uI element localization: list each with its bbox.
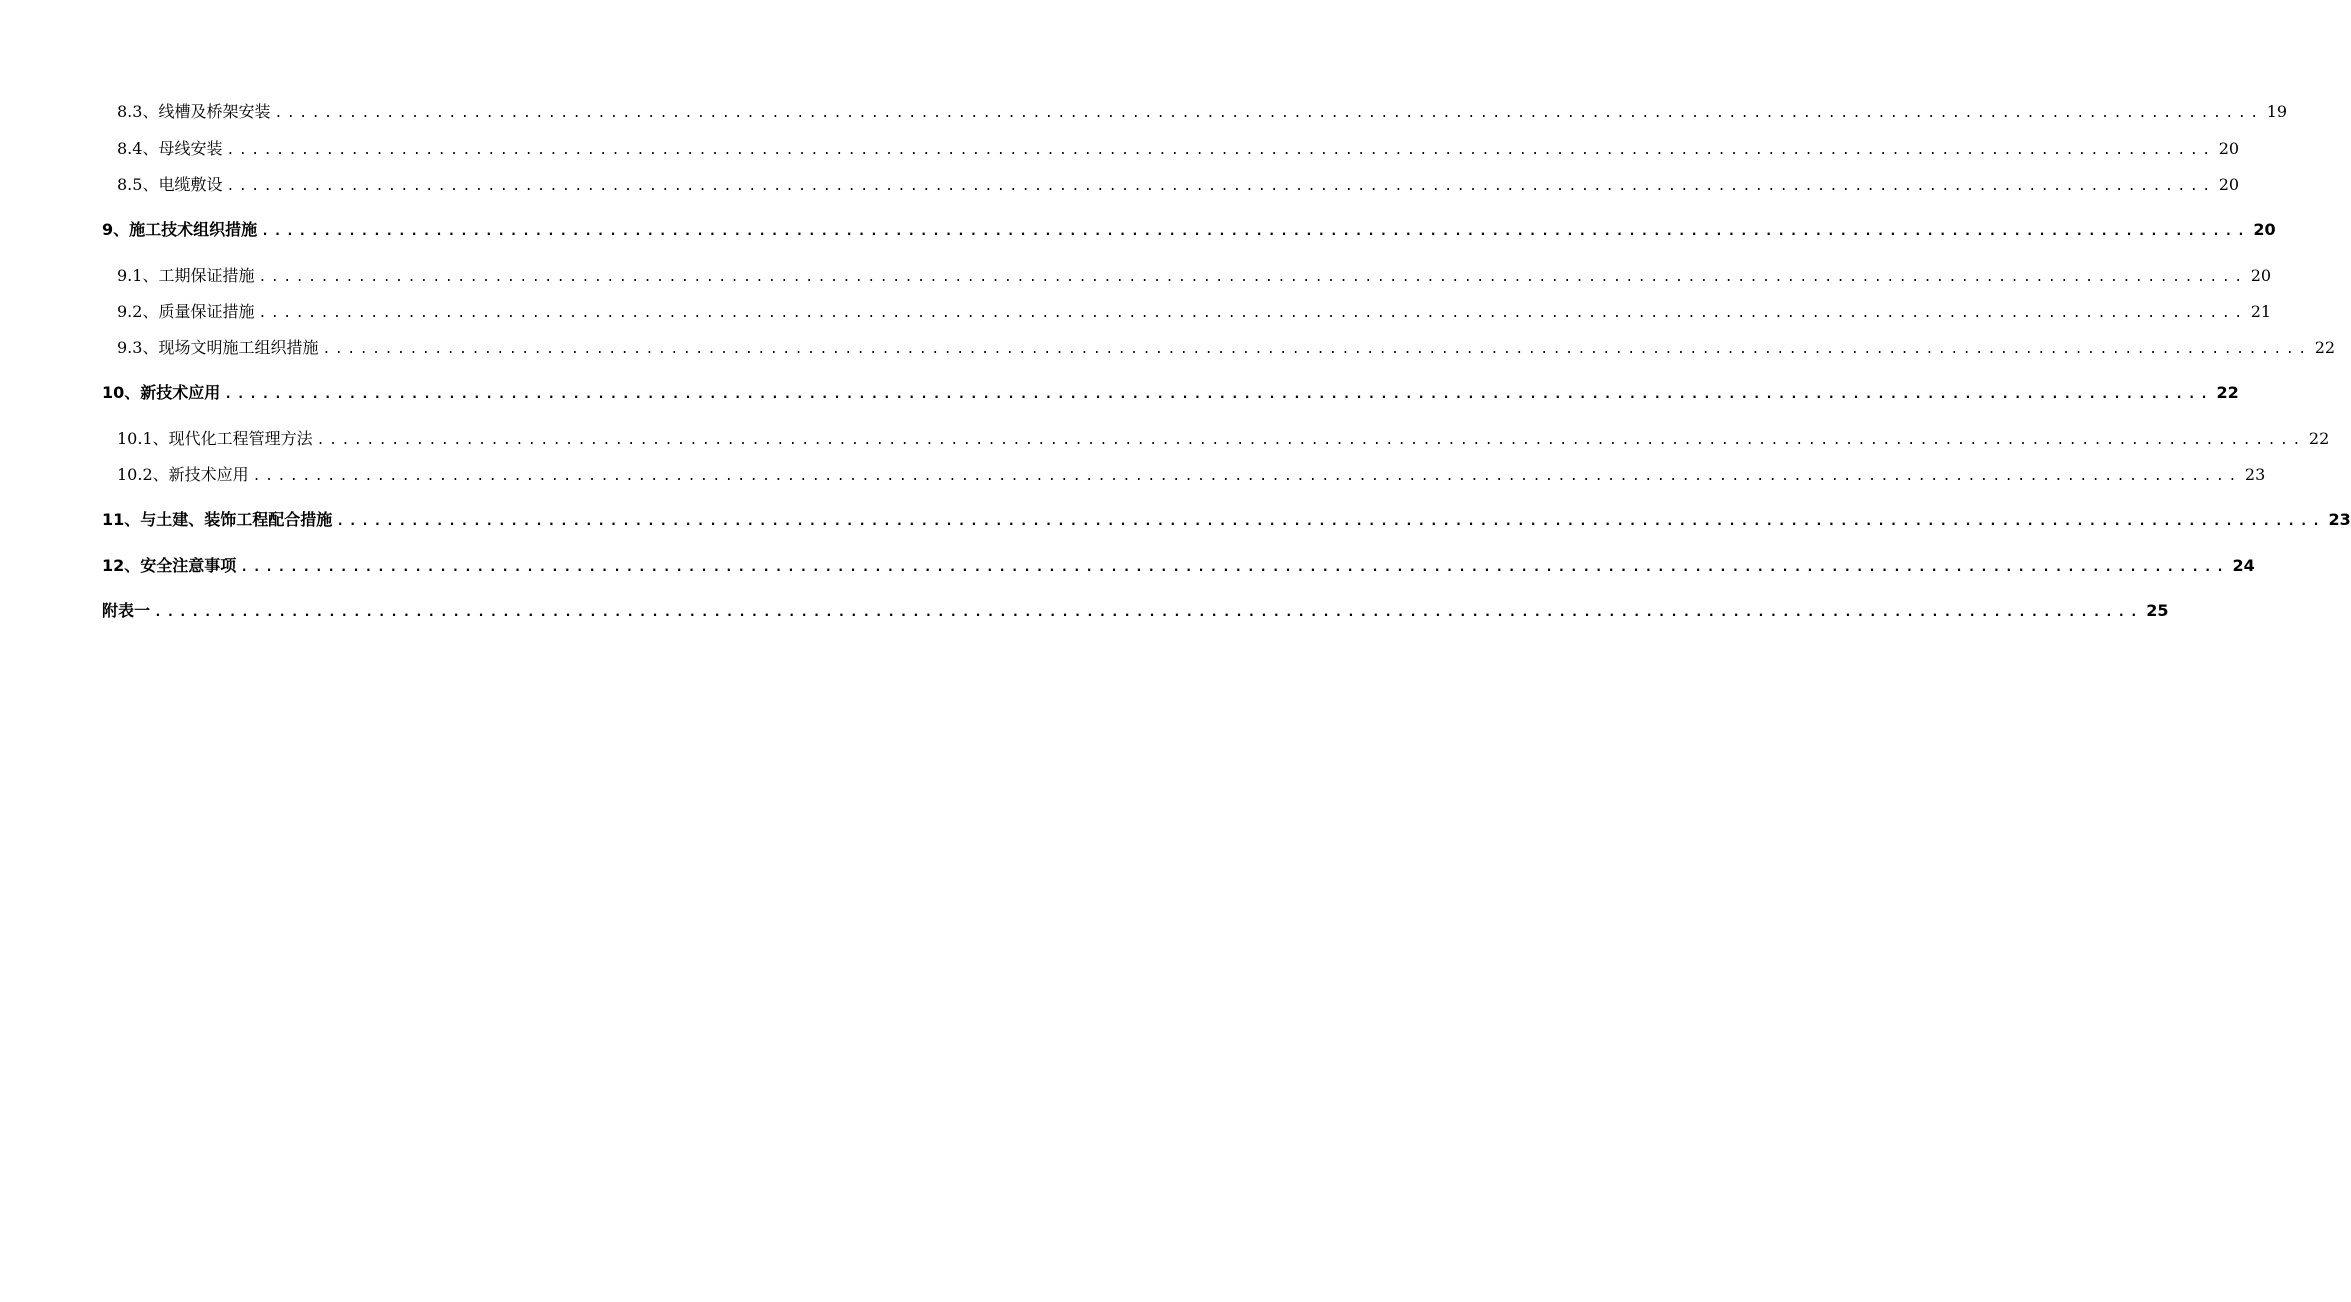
toc-dot-leader: ................................................................................................................................................................ [322, 342, 2311, 357]
toc-page-number: 23 [2328, 510, 2351, 529]
toc-page-number: 22 [2216, 383, 2239, 402]
toc-entry-title: 10.1、现代化工程管理方法 [117, 429, 313, 448]
toc-dot-leader: ................................................................................................................................................................ [252, 469, 2241, 484]
toc-dot-leader: ................................................................................................................................................................ [316, 433, 2305, 448]
toc-page-number: 22 [2308, 429, 2330, 448]
toc-page-number: 20 [2218, 175, 2240, 194]
toc-dot-leader: ................................................................................................................................................................ [154, 605, 2143, 620]
toc-dot-leader: ................................................................................................................................................................ [226, 179, 2215, 194]
toc-entry[interactable] [102, 556, 2255, 578]
toc-entry[interactable] [117, 102, 2288, 124]
toc-entry-title: 9、施工技术组织措施 [102, 220, 258, 239]
toc-page-number: 25 [2146, 601, 2169, 620]
toc-entry-title: 附表一 [102, 601, 151, 620]
toc-entry[interactable] [117, 175, 2240, 197]
toc-entry[interactable] [102, 383, 2239, 405]
toc-page-number: 22 [2314, 338, 2336, 357]
toc-dot-leader: ................................................................................................................................................................ [274, 106, 2263, 121]
toc-entry[interactable] [117, 266, 2272, 288]
toc-entry-title: 11、与土建、装饰工程配合措施 [102, 510, 333, 529]
toc-entry[interactable] [117, 338, 2336, 360]
toc-entry-title: 8.4、母线安装 [117, 139, 223, 158]
toc-entry-title: 10、新技术应用 [102, 383, 221, 402]
toc-page-number: 20 [2250, 266, 2272, 285]
toc-entry-title: 8.5、电缆敷设 [117, 175, 223, 194]
toc-dot-leader: ................................................................................................................................................................ [258, 270, 2247, 285]
toc-entry[interactable] [102, 220, 2276, 242]
toc-entry-title: 10.2、新技术应用 [117, 465, 249, 484]
toc-entry-title: 9.3、现场文明施工组织措施 [117, 338, 319, 357]
toc-entry[interactable] [117, 465, 2266, 487]
toc-page-number: 19 [2266, 102, 2288, 121]
toc-dot-leader: ................................................................................................................................................................ [240, 560, 2229, 575]
toc-entry[interactable] [117, 139, 2240, 161]
toc-page-number: 24 [2232, 556, 2255, 575]
toc-entry-title: 9.1、工期保证措施 [117, 266, 255, 285]
toc-dot-leader: ................................................................................................................................................................ [224, 387, 2213, 402]
toc-page-number: 21 [2250, 302, 2272, 321]
toc-entry-title: 12、安全注意事项 [102, 556, 237, 575]
toc-entry-title: 8.3、线槽及桥架安装 [117, 102, 271, 121]
toc-entry[interactable] [117, 429, 2330, 451]
toc-dot-leader: ................................................................................................................................................................ [336, 514, 2325, 529]
toc-entry[interactable] [102, 510, 2351, 532]
toc-entry[interactable] [102, 601, 2169, 623]
toc-dot-leader: ................................................................................................................................................................ [226, 143, 2215, 158]
toc-entry-title: 9.2、质量保证措施 [117, 302, 255, 321]
toc-page-number: 20 [2218, 139, 2240, 158]
toc-page-number: 23 [2244, 465, 2266, 484]
toc-dot-leader: ................................................................................................................................................................ [258, 306, 2247, 321]
toc-page-number: 20 [2253, 220, 2276, 239]
toc-entry[interactable] [117, 302, 2272, 324]
toc-dot-leader: ................................................................................................................................................................ [261, 224, 2250, 239]
